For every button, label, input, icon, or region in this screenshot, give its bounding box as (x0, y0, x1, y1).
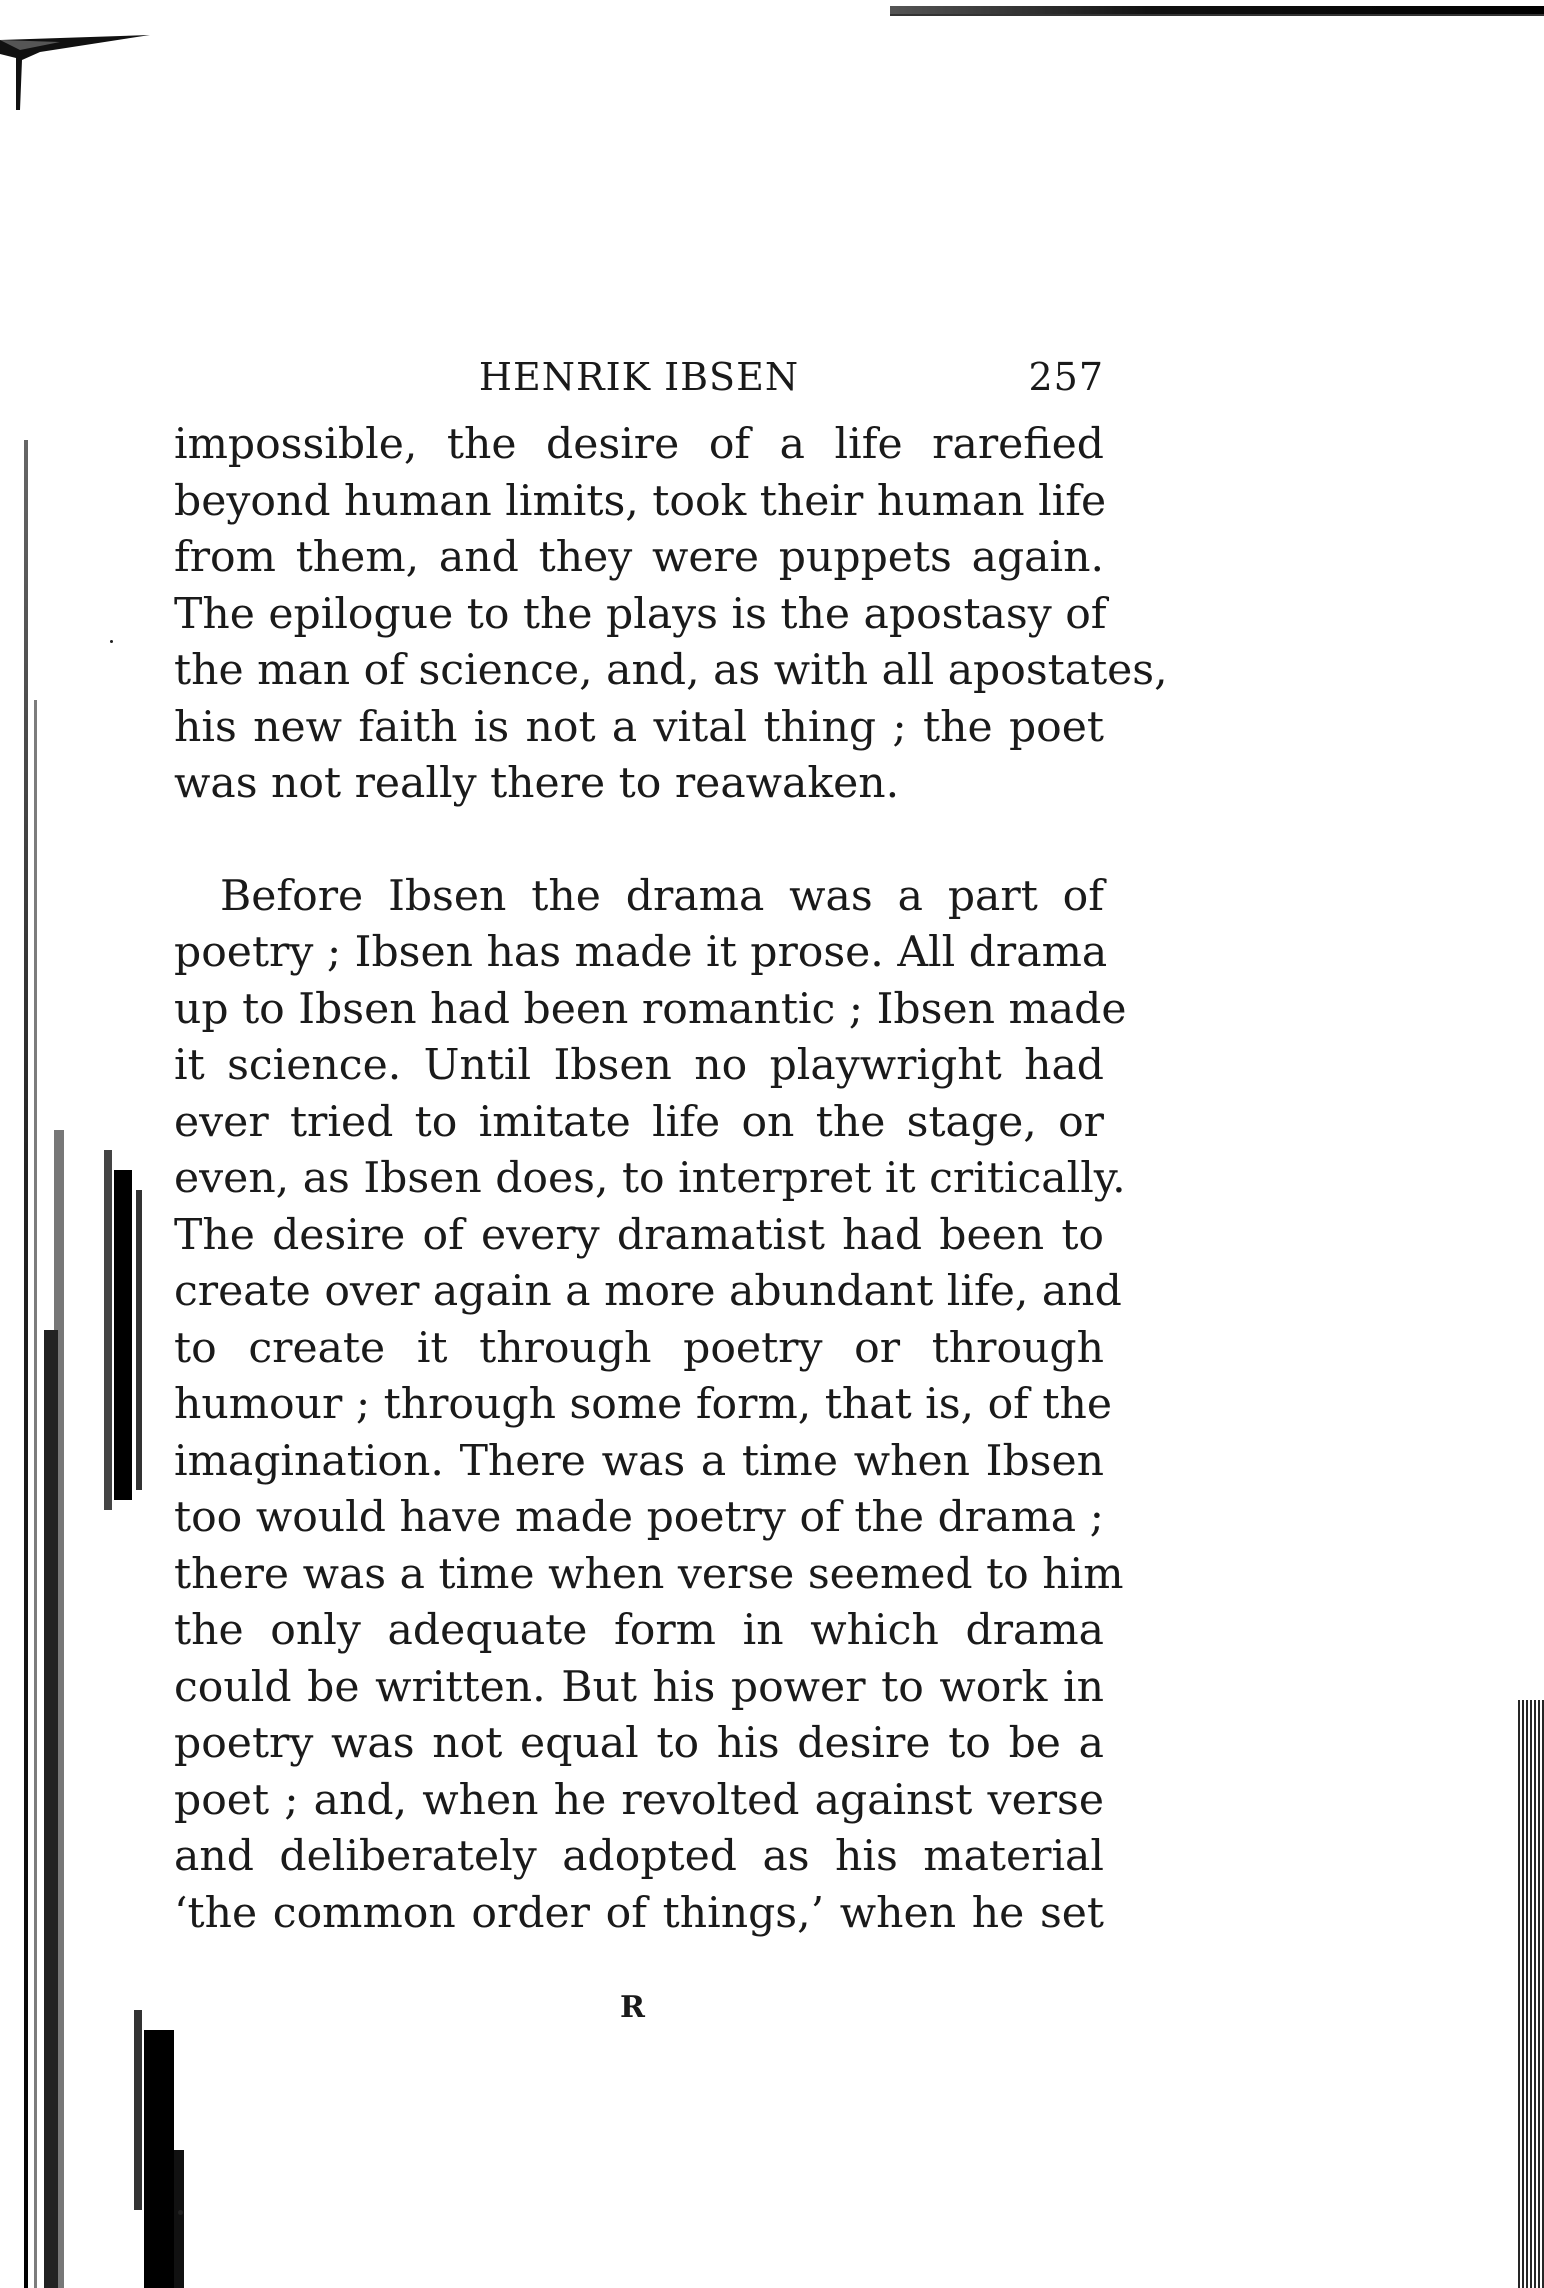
text-line: was not really there to reawaken. (174, 759, 900, 808)
text-line: the man of science, and, as with all apostates, (174, 646, 1168, 695)
scan-binding-shadow (44, 1130, 184, 2288)
scan-top-edge-thin (890, 14, 1544, 16)
text-line: Before Ibsen the drama was a part of (220, 871, 1104, 921)
text-line: his new faith is not a vital thing ; the poet (174, 702, 1104, 752)
text-line: create over again a more abundant life, and (174, 1267, 1122, 1316)
text-line: could be written. But his power to work in (174, 1662, 1104, 1712)
signature-mark: R (620, 1990, 645, 2025)
text-line: to create it through poetry or through (174, 1323, 1104, 1373)
scan-left-edge-inner (34, 700, 37, 2288)
text-line: beyond human limits, took their human life (174, 476, 1107, 526)
text-line: poetry ; Ibsen has made it prose. All drama (174, 928, 1108, 977)
text-line: up to Ibsen had been romantic ; Ibsen made (174, 984, 1127, 1034)
page-number: 257 (1028, 355, 1104, 399)
text-line: poetry was not equal to his desire to be a (174, 1719, 1104, 1768)
running-title: HENRIK IBSEN (478, 355, 800, 399)
text-line: ‘the common order of things,’ when he set (174, 1888, 1104, 1938)
scan-top-edge (890, 6, 1544, 14)
text-line: the only adequate form in which drama (174, 1606, 1104, 1655)
text-line: ever tried to imitate life on the stage, or (174, 1097, 1104, 1147)
book-page (174, 355, 1168, 1942)
scan-corner-mark (0, 30, 150, 110)
text-line: imagination. There was a time when Ibsen (174, 1436, 1104, 1486)
scan-speck (110, 640, 113, 643)
scan-speck (178, 2210, 183, 2215)
text-line: it science. Until Ibsen no playwright had (174, 1041, 1104, 1090)
text-line: there was a time when verse seemed to him (174, 1549, 1124, 1599)
paragraph-2 (174, 869, 1127, 1943)
text-line: impossible, the desire of a life rarefied (174, 420, 1104, 469)
paragraph-1 (174, 417, 1168, 813)
scan-left-edge (24, 440, 28, 2288)
text-line: even, as Ibsen does, to interpret it critically. (174, 1154, 1126, 1203)
text-line: The epilogue to the plays is the apostasy of (174, 589, 1107, 639)
text-line: and deliberately adopted as his material (174, 1832, 1104, 1881)
text-line: poet ; and, when he revolted against verse (174, 1775, 1104, 1825)
scan-right-edge (1518, 1700, 1544, 2288)
text-line: too would have made poetry of the drama ; (174, 1493, 1104, 1542)
running-header (174, 355, 1104, 415)
text-line: The desire of every dramatist had been to (174, 1210, 1104, 1260)
text-line: from them, and they were puppets again. (174, 533, 1104, 582)
text-line: humour ; through some form, that is, of the (174, 1380, 1113, 1429)
